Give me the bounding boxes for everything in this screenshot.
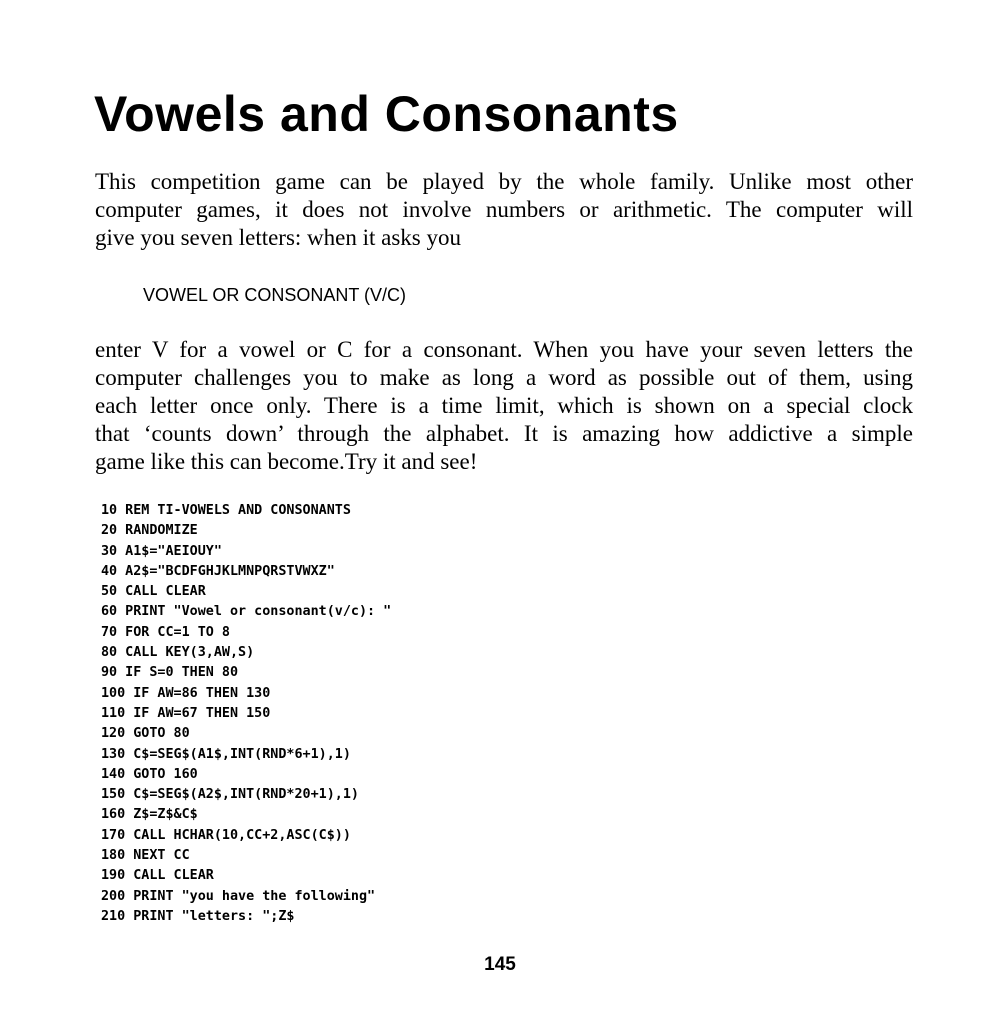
code-line: 200 PRINT "you have the following" — [101, 888, 376, 904]
body-line: computer challenges you to make as long a word as possible out of them, using — [95, 365, 913, 390]
intro-line: This competition game can be played by the whole family. Unlike most other — [95, 169, 913, 194]
page-title: Vowels and Consonants — [94, 86, 679, 142]
code-listing — [101, 501, 391, 927]
body-line: game like this can become.Try it and see! — [95, 449, 478, 474]
code-line: 120 GOTO 80 — [101, 726, 190, 742]
code-line: 20 RANDOMIZE — [101, 523, 198, 539]
code-line: 130 C$=SEG$(A1$,INT(RND*6+1),1) — [101, 746, 351, 762]
code-line: 90 IF S=0 THEN 80 — [101, 665, 239, 681]
code-line: 140 GOTO 160 — [101, 766, 198, 782]
body-paragraph — [95, 336, 913, 476]
code-line: 160 Z$=Z$&C$ — [101, 807, 198, 823]
code-line: 50 CALL CLEAR — [101, 584, 206, 600]
code-line: 70 FOR CC=1 TO 8 — [101, 624, 230, 640]
code-line: 100 IF AW=86 THEN 130 — [101, 685, 271, 701]
code-line: 60 PRINT "Vowel or consonant(v/c): " — [101, 604, 392, 620]
code-line: 110 IF AW=67 THEN 150 — [101, 705, 271, 721]
code-line: 40 A2$="BCDFGHJKLMNPQRSTVWXZ" — [101, 563, 335, 579]
intro-line: computer games, it does not involve numbers or arithmetic. The computer will — [95, 197, 913, 222]
code-line: 150 C$=SEG$(A2$,INT(RND*20+1),1) — [101, 787, 359, 803]
code-line: 170 CALL HCHAR(10,CC+2,ASC(C$)) — [101, 827, 351, 843]
code-line: 190 CALL CLEAR — [101, 868, 214, 884]
body-line: each letter once only. There is a time limit, which is shown on a special clock — [95, 393, 913, 418]
code-line: 10 REM TI-VOWELS AND CONSONANTS — [101, 503, 351, 518]
code-line: 180 NEXT CC — [101, 848, 190, 864]
body-line: that ‘counts down’ through the alphabet. It is amazing how addictive a simple — [95, 421, 913, 446]
code-line: 210 PRINT "letters: ";Z$ — [101, 908, 295, 924]
code-line: 80 CALL KEY(3,AW,S) — [101, 645, 255, 661]
prompt-text: VOWEL OR CONSONANT (V/C) — [143, 285, 407, 305]
code-line: 30 A1$="AEIOUY" — [101, 543, 222, 559]
intro-line: give you seven letters: when it asks you — [95, 225, 462, 250]
body-line: enter V for a vowel or C for a consonant. When you have your seven letters the — [95, 337, 913, 362]
page-number: 145 — [484, 954, 516, 975]
intro-paragraph — [95, 168, 913, 252]
